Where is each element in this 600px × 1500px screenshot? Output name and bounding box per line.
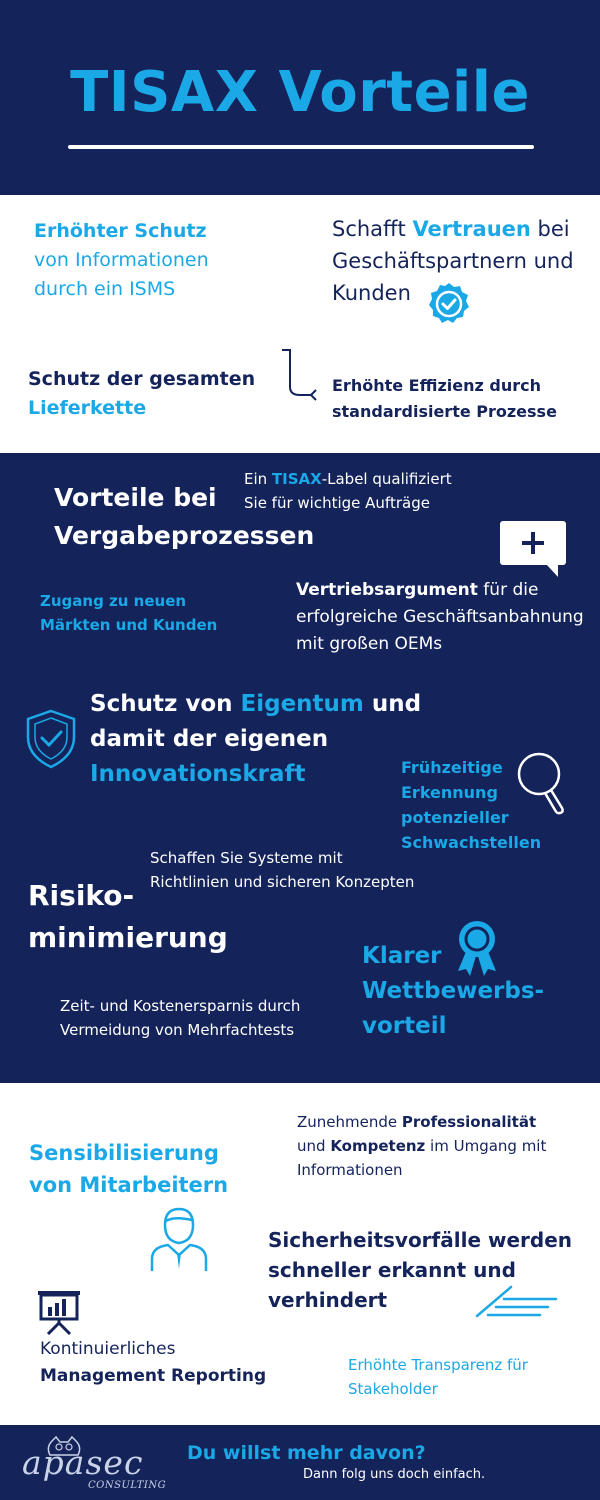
- speed-lines-icon: [474, 1283, 558, 1319]
- benefit-heading: Zugang zu neuen: [40, 592, 187, 610]
- footer-cta-subtext: Dann folg uns doch einfach.: [303, 1467, 486, 1482]
- benefit-professionalism: [297, 1110, 546, 1182]
- benefit-text: bei: [530, 217, 570, 241]
- header-section: [0, 0, 600, 195]
- benefit-reporting: [40, 1336, 266, 1390]
- benefit-heading: verhindert: [268, 1288, 388, 1312]
- benefit-text: und: [297, 1137, 331, 1155]
- section-organisation: [0, 1083, 600, 1425]
- benefit-heading: Märkten und Kunden: [40, 616, 218, 634]
- benefit-text: und: [363, 691, 422, 717]
- benefit-property: [90, 687, 421, 792]
- benefit-text: Kunden: [332, 281, 411, 305]
- benefit-keyword: Vertrauen: [412, 217, 531, 241]
- benefit-text: für die: [477, 580, 539, 600]
- benefit-awareness: [29, 1137, 228, 1201]
- benefit-text: Richtlinien und sicheren Konzepten: [150, 873, 415, 891]
- benefit-supply-chain: [28, 365, 255, 423]
- benefit-heading: Management Reporting: [40, 1366, 267, 1386]
- benefit-sales: [296, 577, 584, 658]
- presentation-chart-icon: [36, 1289, 82, 1335]
- benefit-heading: Vorteile bei: [54, 483, 217, 512]
- benefit-text: Informationen: [297, 1161, 403, 1179]
- benefit-keyword: Vertriebsargument: [296, 580, 478, 600]
- benefit-text: von Informationen: [34, 249, 209, 271]
- benefit-text: mit großen OEMs: [296, 634, 443, 654]
- benefit-text: im Umgang mit: [425, 1137, 547, 1155]
- benefit-text: Vermeidung von Mehrfachtests: [60, 1021, 295, 1039]
- section-basics: [0, 195, 600, 453]
- benefit-text: erfolgreiche Geschäftsanbahnung: [296, 607, 584, 627]
- benefit-text: -Label qualifiziert: [321, 470, 452, 488]
- benefit-text: Erhöhte Transparenz für: [348, 1356, 528, 1374]
- benefit-heading: Erkennung: [401, 783, 498, 802]
- footer-cta-heading: Du willst mehr davon?: [187, 1442, 426, 1464]
- company-logo: apasec: [22, 1443, 144, 1482]
- benefit-efficiency: [332, 373, 557, 425]
- benefit-heading: Schutz der gesamten: [28, 368, 256, 390]
- benefit-heading: Wettbewerbs-: [362, 978, 545, 1004]
- benefit-heading: Erhöhter Schutz: [34, 220, 207, 242]
- award-ribbon-icon: [454, 919, 500, 977]
- title-underline: [68, 145, 534, 149]
- benefit-keyword: TISAX: [271, 470, 322, 488]
- benefit-heading: minimierung: [28, 921, 228, 954]
- benefit-text: Ein: [244, 470, 272, 488]
- benefit-keyword: Kompetenz: [330, 1137, 426, 1155]
- benefit-text: Schafft: [332, 217, 413, 241]
- benefit-text: Sie für wichtige Aufträge: [244, 494, 430, 512]
- magnifier-icon: [514, 750, 570, 818]
- benefit-heading: potenzieller: [401, 808, 509, 827]
- benefit-text: Schutz von: [90, 691, 241, 717]
- benefit-text: Zeit- und Kostenersparnis durch: [60, 997, 301, 1015]
- benefit-heading: von Mitarbeitern: [29, 1173, 229, 1197]
- benefit-heading: Sensibilisierung: [29, 1141, 219, 1165]
- benefit-heading: Schwachstellen: [401, 833, 542, 852]
- company-logo-subtitle: CONSULTING: [88, 1480, 167, 1491]
- benefit-markets: [40, 589, 217, 637]
- benefit-heading: Erhöhte Effizienz durch: [332, 376, 541, 395]
- shield-check-icon: [24, 708, 78, 770]
- page-title: TISAX Vorteile: [70, 60, 530, 125]
- benefit-heading: vorteil: [362, 1013, 447, 1039]
- benefit-heading: Frühzeitige: [401, 758, 503, 777]
- employee-icon: [148, 1203, 210, 1273]
- chat-plus-icon: [498, 519, 568, 579]
- benefit-text: Schaffen Sie Systeme mit: [150, 849, 343, 867]
- benefit-cost-saving: [60, 994, 300, 1042]
- benefit-heading: Klarer: [362, 943, 442, 969]
- connector-arrow-icon: [278, 347, 328, 407]
- benefit-keyword: Innovationskraft: [90, 761, 306, 787]
- benefit-heading: Risiko-: [28, 879, 135, 912]
- benefit-tenders: [54, 479, 314, 555]
- benefit-transparency: [348, 1353, 528, 1401]
- section-business: [0, 453, 600, 1083]
- benefit-text: Geschäftspartnern und: [332, 249, 574, 273]
- footer: [0, 1425, 600, 1500]
- checkmark-badge-icon: [426, 281, 472, 327]
- benefit-text: Stakeholder: [348, 1380, 438, 1398]
- benefit-keyword: Lieferkette: [28, 397, 147, 419]
- benefit-keyword: Eigentum: [240, 691, 364, 717]
- benefit-text: Zunehmende: [297, 1113, 402, 1131]
- benefit-heading: schneller erkannt und: [268, 1258, 516, 1282]
- benefit-risk: [28, 875, 228, 959]
- benefit-information-protection: [34, 217, 209, 304]
- benefit-heading: Vergabeprozessen: [54, 521, 315, 550]
- benefit-text: durch ein ISMS: [34, 278, 176, 300]
- benefit-keyword: Professionalität: [401, 1113, 537, 1131]
- benefit-heading: standardisierte Prozesse: [332, 402, 557, 421]
- benefit-text: Kontinuierliches: [40, 1339, 176, 1359]
- benefit-heading: Sicherheitsvorfälle werden: [268, 1228, 573, 1252]
- benefit-text: damit der eigenen: [90, 726, 329, 752]
